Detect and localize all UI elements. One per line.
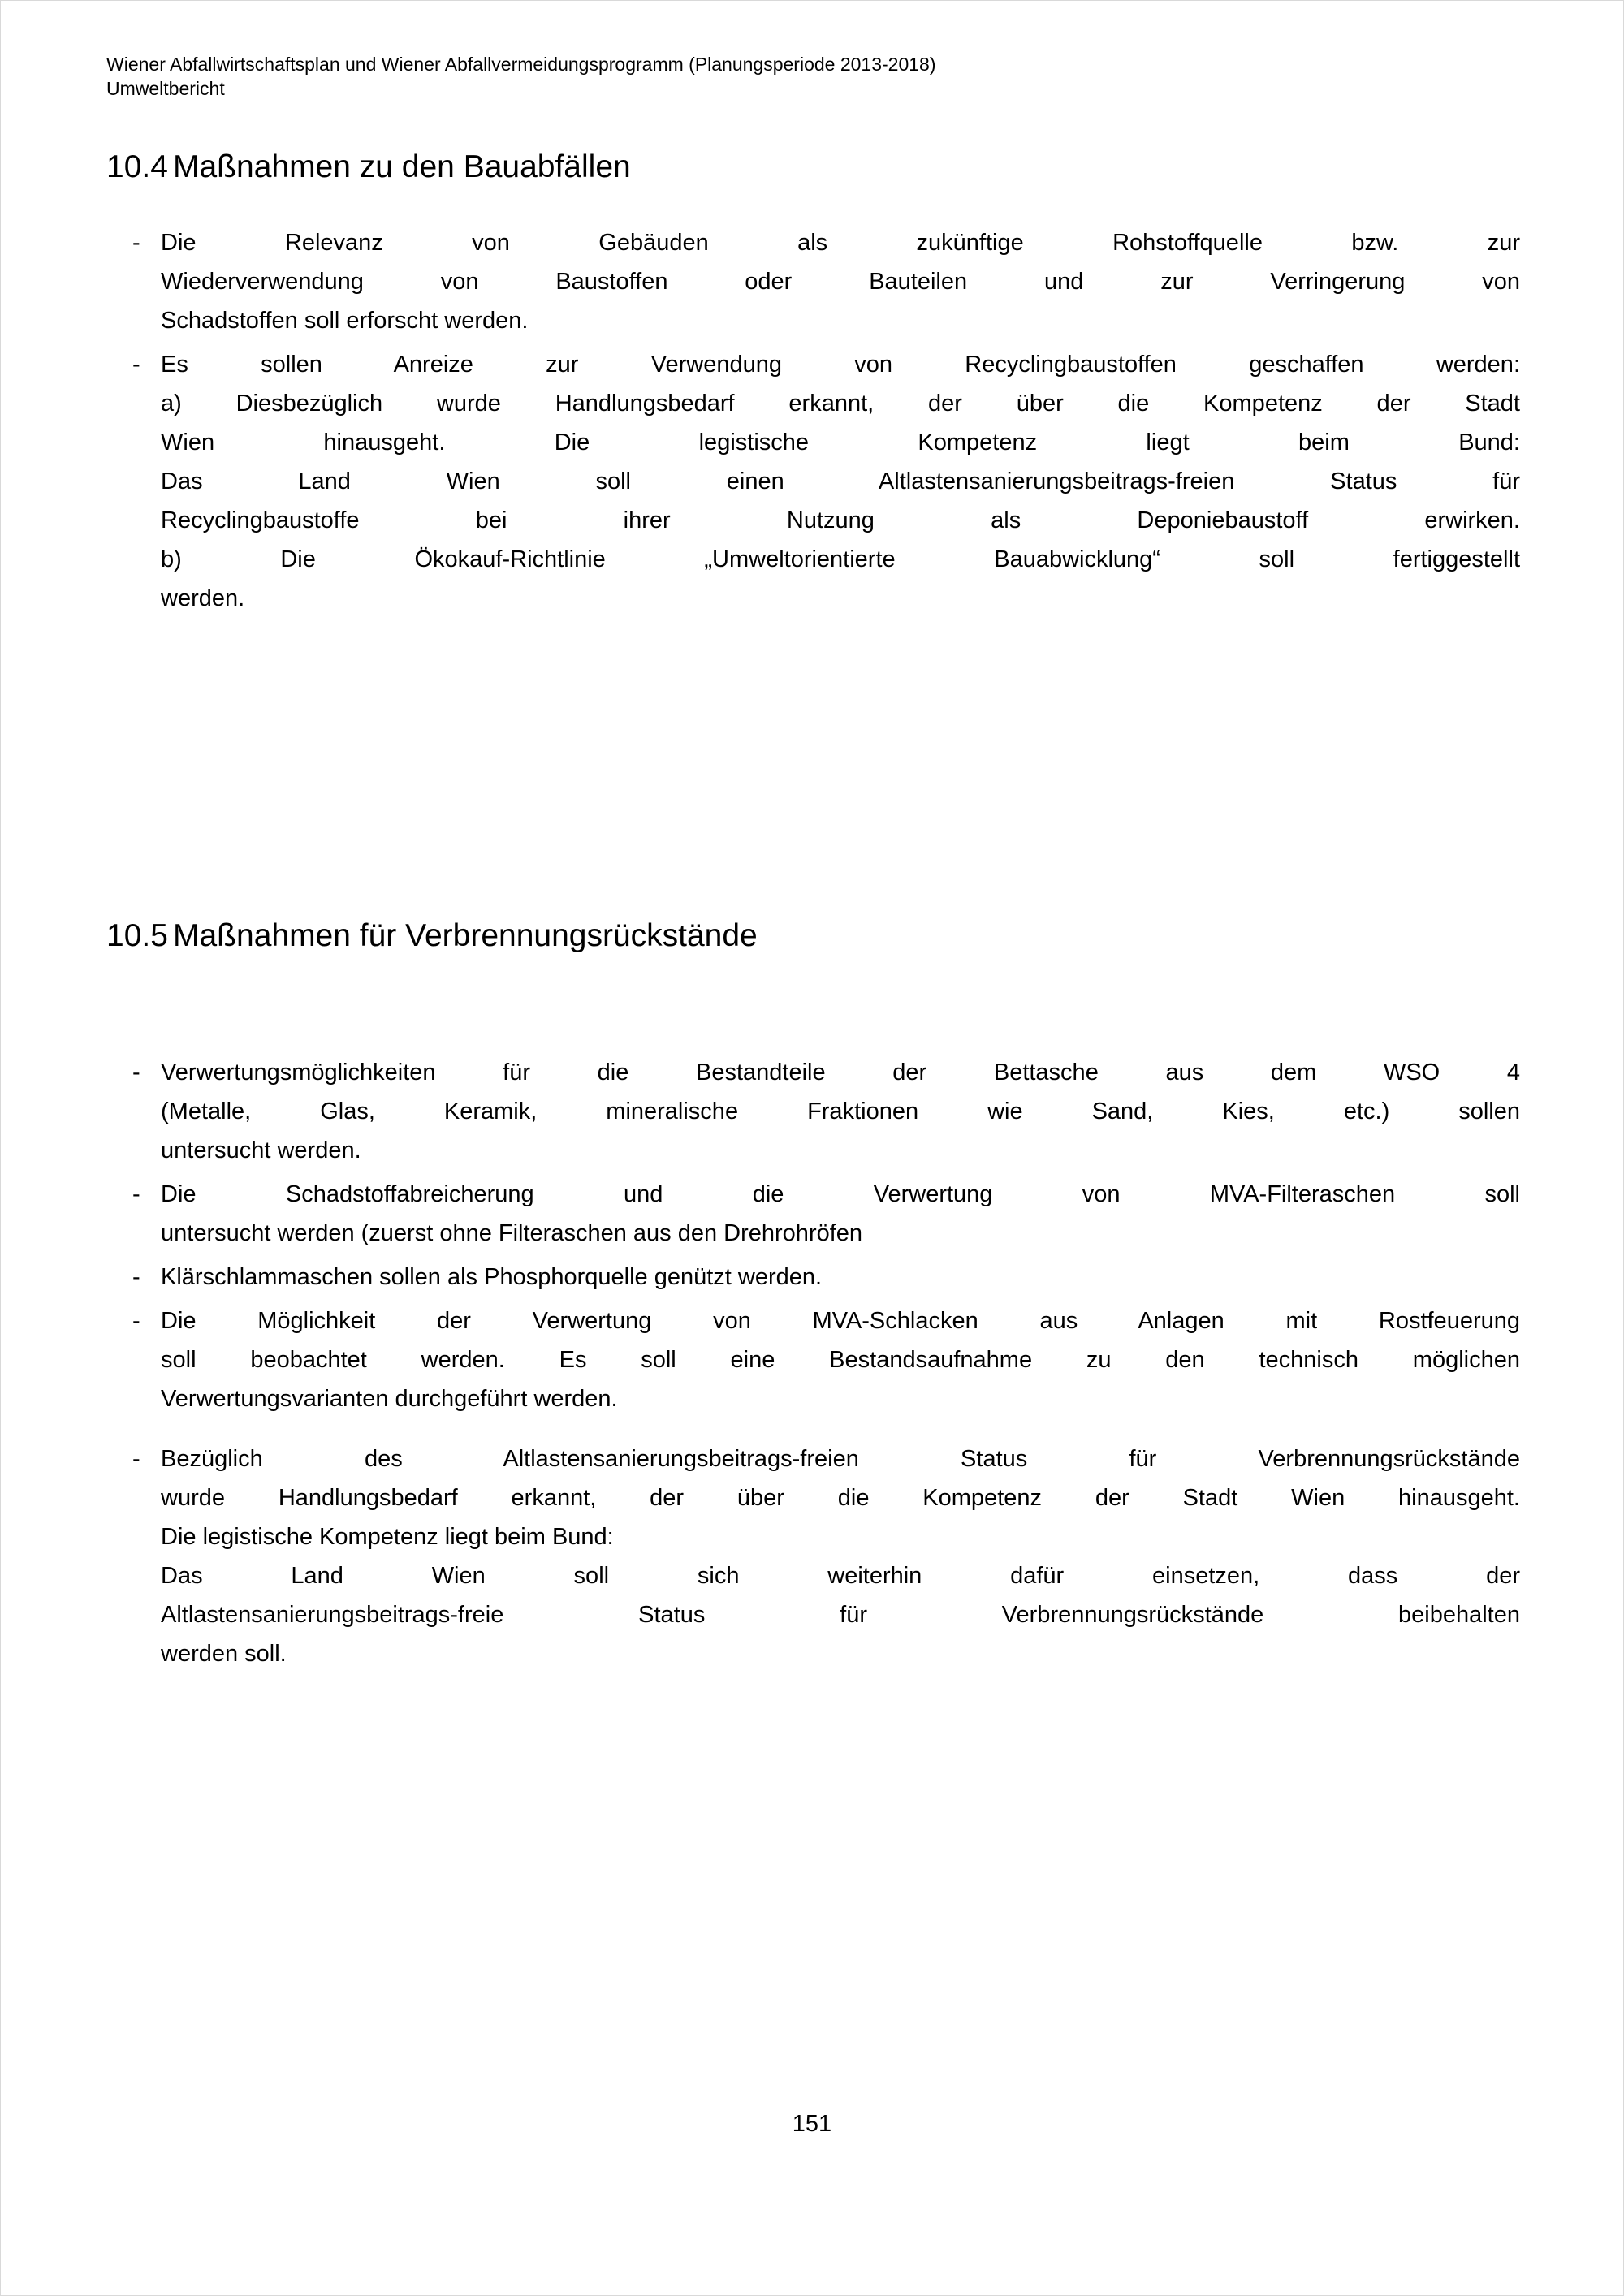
page-header <box>106 52 1520 101</box>
text-line: Altlastensanierungsbeitrags-freie Status für Verbrennungsrückstände beibehalten <box>161 1602 1520 1628</box>
bullet-marker: - <box>132 1264 140 1290</box>
text-line: Recyclingbaustoffe bei ihrer Nutzung als Deponiebaustoff erwirken. <box>161 507 1520 533</box>
bullet-item <box>106 223 1520 340</box>
section-heading <box>106 146 1520 188</box>
text-line: Klärschlammaschen sollen als Phosphorquelle genützt werden. <box>161 1264 823 1290</box>
bullet-item <box>106 1439 1520 1673</box>
bullet-marker: - <box>132 230 140 256</box>
bullet-marker: - <box>132 1060 140 1085</box>
bullet-list <box>106 223 1520 618</box>
text-line: b) Die Ökokauf-Richtlinie „Umweltorientierte Bauabwicklung“ soll fertiggestellt <box>161 546 1520 572</box>
section-title: Maßnahmen zu den Bauabfällen <box>173 149 631 184</box>
text-line: Die Schadstoffabreicherung und die Verwertung von MVA-Filteraschen soll <box>161 1181 1520 1207</box>
text-line: Verwertungsmöglichkeiten für die Bestandteile der Bettasche aus dem WSO 4 <box>161 1060 1520 1085</box>
section-heading <box>106 915 1520 956</box>
text-line: Die legistische Kompetenz liegt beim Bund: <box>161 1524 614 1550</box>
section-10.5 <box>106 915 1520 1673</box>
bullet-marker: - <box>132 1181 140 1207</box>
header-line-2: Umweltbericht <box>106 78 225 99</box>
text-line: Es sollen Anreize zur Verwendung von Recyclingbaustoffen geschaffen werden: <box>161 352 1520 378</box>
text-line: (Metalle, Glas, Keramik, mineralische Fraktionen wie Sand, Kies, etc.) sollen <box>161 1098 1520 1124</box>
bullet-item <box>106 1175 1520 1253</box>
text-line: soll beobachtet werden. Es soll eine Bestandsaufnahme zu den technisch möglichen <box>161 1347 1520 1373</box>
document-body <box>106 146 1520 1673</box>
bullet-item <box>106 1301 1520 1418</box>
text-line: a) Diesbezüglich wurde Handlungsbedarf erkannt, der über die Kompetenz der Stadt <box>161 391 1520 416</box>
page-footer <box>0 2104 1624 2143</box>
text-line: wurde Handlungsbedarf erkannt, der über die Kompetenz der Stadt Wien hinausgeht. <box>161 1485 1520 1511</box>
section-10.4 <box>106 146 1520 618</box>
bullet-marker: - <box>132 1308 140 1334</box>
page-number: 151 <box>792 2111 832 2137</box>
text-line: Wien hinausgeht. Die legistische Kompetenz liegt beim Bund: <box>161 429 1520 455</box>
text-line: untersucht werden (zuerst ohne Filteraschen aus den Drehrohröfen <box>161 1220 863 1246</box>
text-line: Schadstoffen soll erforscht werden. <box>161 308 529 334</box>
bullet-marker: - <box>132 1446 140 1472</box>
bullet-item <box>106 1053 1520 1170</box>
section-number: 10.4 <box>106 149 168 184</box>
bullet-marker: - <box>132 352 140 378</box>
bullet-list <box>106 1053 1520 1673</box>
bullet-item <box>106 1258 1520 1297</box>
section-number: 10.5 <box>106 918 168 953</box>
text-line: Die Relevanz von Gebäuden als zukünftige Rohstoffquelle bzw. zur <box>161 230 1520 256</box>
header-line-1: Wiener Abfallwirtschaftsplan und Wiener Abfallvermeidungsprogramm (Planungsperiode 2013-2018) <box>106 54 936 75</box>
text-line: Verwertungsvarianten durchgeführt werden. <box>161 1386 618 1412</box>
text-line: Das Land Wien soll sich weiterhin dafür einsetzen, dass der <box>161 1563 1520 1589</box>
text-line: Das Land Wien soll einen Altlastensanierungsbeitrags-freien Status für <box>161 468 1520 494</box>
text-line: werden. <box>161 585 245 611</box>
section-title: Maßnahmen für Verbrennungsrückstände <box>173 918 758 953</box>
text-line: Wiederverwendung von Baustoffen oder Bauteilen und zur Verringerung von <box>161 269 1520 295</box>
text-line: Die Möglichkeit der Verwertung von MVA-Schlacken aus Anlagen mit Rostfeuerung <box>161 1308 1520 1334</box>
text-line: untersucht werden. <box>161 1137 361 1163</box>
text-line: Bezüglich des Altlastensanierungsbeitrags-freien Status für Verbrennungsrückstände <box>161 1446 1520 1472</box>
text-line: werden soll. <box>161 1641 287 1667</box>
bullet-item <box>106 345 1520 618</box>
